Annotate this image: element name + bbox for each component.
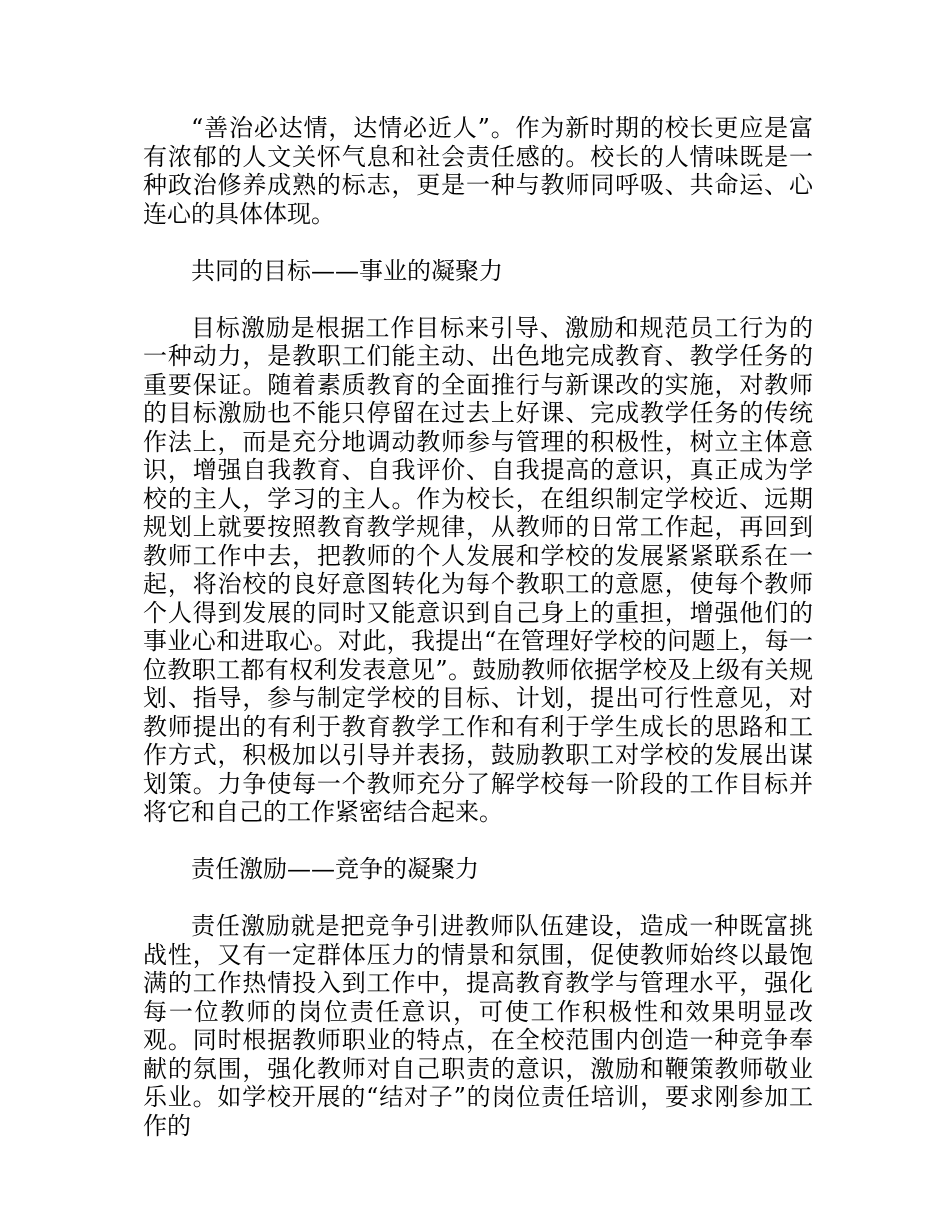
section-heading-responsibility: 责任激励——竞争的凝聚力 — [191, 855, 479, 883]
goal-motivation-paragraph: 目标激励是根据工作目标来引导、激励和规范员工行为的一种动力，是教职工们能主动、出色地完成教育、教学任务的重要保证。随着素质教育的全面推行与新课改的实施，对教师的目标激励也不能只停留在过去上好课、完成教学任务的传统作法上，而是充分地调动教师参与管理的积极性，树立主体意识，增强自我教育、自我评价、自我提高的意识，真正成为学校的主人，学习的主人。作为校长，在组织制定学校近、远期规划上就要按照教育教学规律，从教师的日常工作起，再回到教师工作中去，把教师的个人发展和学校的发展紧紧联系在一起，将治校的良好意图转化为每个教职工的意愿，使每个教师个人得到发展的同时又能意识到自己身上的重担，增强他们的事业心和进取心。对此，我提出“在管理好学校的问题上，每一位教职工都有权利发表意见”。鼓励教师依据学校及上级有关规划、指导，参与制定学校的目标、计划，提出可行性意见，对教师提出的有利于教育教学工作和有利于学生成长的思路和工作方式，积极加以引导并表扬，鼓励教职工对学校的发展出谋划策。力争使每一个教师充分了解学校每一阶段的工作目标并将它和自己的工作紧密结合起来。 — [143, 313, 813, 826]
section-heading-common-goal: 共同的目标——事业的凝聚力 — [191, 256, 503, 285]
intro-paragraph: “善治必达情，达情必近人”。作为新时期的校长更应是富有浓郁的人文关怀气息和社会责任感的。校长的人情味既是一种政治修养成熟的标志，更是一种与教师同呼吸、共命运、心连心的具体体现。 — [143, 114, 813, 228]
responsibility-motivation-paragraph: 责任激励就是把竞争引进教师队伍建设，造成一种既富挑战性，又有一定群体压力的情景和氛围，促使教师始终以最饱满的工作热情投入到工作中，提高教育教学与管理水平，强化每一位教师的岗位责任意识，可使工作积极性和效果明显改观。同时根据教师职业的特点，在全校范围内创造一种竞争奉献的氛围，强化教师对自己职责的意识，激励和鞭策教师敬业乐业。如学校开展的“结对子”的岗位责任培训，要求刚参加工作的 — [143, 912, 813, 1140]
document-body — [143, 114, 813, 1169]
